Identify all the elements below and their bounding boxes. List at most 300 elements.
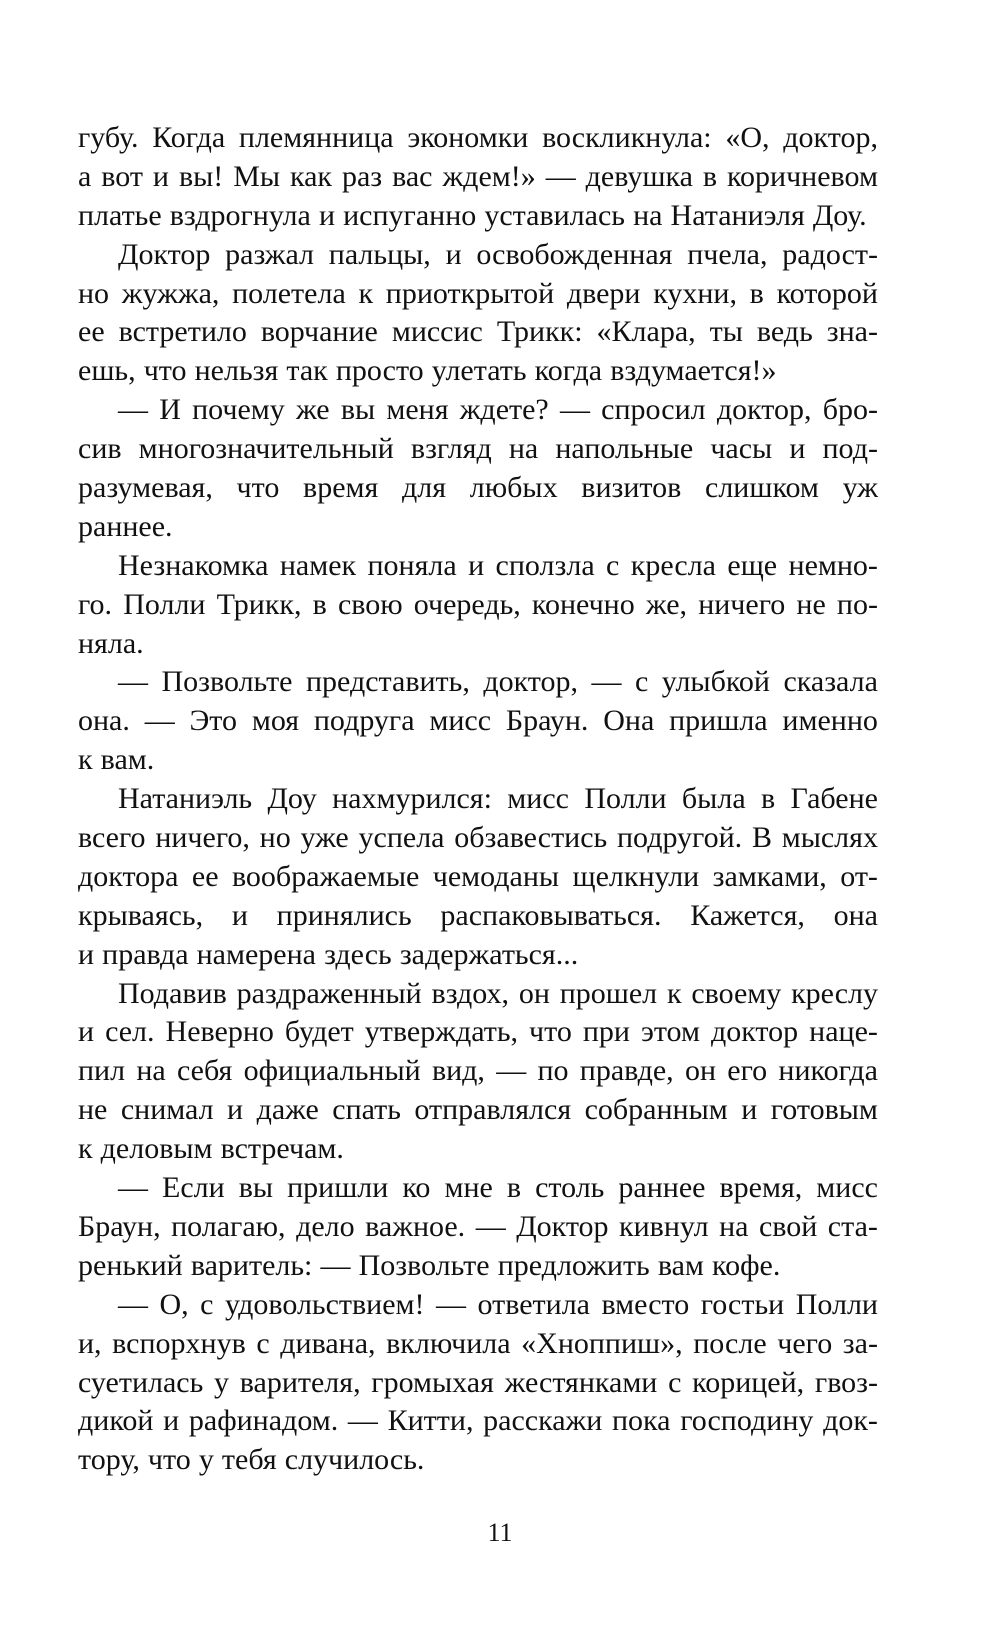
text-line xyxy=(78,430,878,469)
text-line xyxy=(78,547,878,586)
word: Кажется, xyxy=(690,898,805,932)
word: доктора xyxy=(78,859,179,893)
word: она xyxy=(833,898,878,932)
word: — xyxy=(436,1287,467,1321)
word: — xyxy=(118,393,148,427)
word: никогда xyxy=(778,1054,878,1088)
word: уставилась xyxy=(484,198,625,232)
word: платье xyxy=(78,198,162,232)
text-line xyxy=(78,586,878,625)
text-line xyxy=(78,1286,878,1325)
word: Если xyxy=(162,1171,225,1205)
text-line xyxy=(78,1364,878,1403)
word: Китти, xyxy=(387,1404,474,1438)
word: что xyxy=(529,1015,572,1049)
text-line xyxy=(78,741,878,780)
word: ответила xyxy=(477,1287,591,1321)
word: пил xyxy=(78,1054,126,1088)
word: деловым xyxy=(100,1132,213,1166)
word: ждем!» xyxy=(442,159,536,193)
word: часы xyxy=(710,432,773,466)
word: с xyxy=(256,1326,270,1360)
word: спать xyxy=(332,1093,401,1127)
word: не xyxy=(796,587,826,621)
text-line xyxy=(78,936,878,975)
word: прошел xyxy=(559,976,658,1010)
word: крываясь, xyxy=(78,898,204,932)
word: намерена xyxy=(196,937,316,971)
word: приоткрытой xyxy=(385,276,555,310)
word: И xyxy=(159,393,181,427)
word: пришла xyxy=(669,704,768,738)
word: еще xyxy=(727,548,778,582)
word: включила xyxy=(386,1326,511,1360)
word: чего xyxy=(777,1326,833,1360)
word: кресла xyxy=(630,548,716,582)
word: в xyxy=(760,782,776,816)
word: сив xyxy=(78,432,122,466)
word: няла. xyxy=(78,626,144,660)
word: встретило xyxy=(118,315,247,349)
word: с xyxy=(606,548,620,582)
word: подругой. xyxy=(617,821,743,855)
word: ешь, xyxy=(78,354,136,388)
text-line xyxy=(78,391,878,430)
text-line xyxy=(78,1441,878,1480)
word: нельзя xyxy=(194,354,279,388)
text-line xyxy=(78,1130,878,1169)
word: вид, xyxy=(431,1054,485,1088)
word: распаковываться. xyxy=(440,898,662,932)
word: мисс xyxy=(507,782,569,816)
word: дивана, xyxy=(280,1326,376,1360)
word: она. xyxy=(78,704,130,738)
word: сел. xyxy=(105,1015,155,1049)
text-line xyxy=(78,1013,878,1052)
word: собранным xyxy=(584,1093,728,1127)
text-line xyxy=(78,158,878,197)
word: многозначительный xyxy=(138,432,394,466)
word: и xyxy=(231,898,248,932)
word: официальный xyxy=(243,1054,421,1088)
word: воображаемые xyxy=(231,859,420,893)
word: бро- xyxy=(822,393,878,427)
word: губу. xyxy=(78,121,139,154)
word: намек xyxy=(279,548,357,582)
body-text xyxy=(78,119,878,1480)
word: — xyxy=(118,1287,148,1321)
text-line xyxy=(78,975,878,1014)
word: готовым xyxy=(770,1093,878,1127)
word: ворчание xyxy=(260,315,378,349)
word: Доктор xyxy=(516,1209,609,1243)
word: за- xyxy=(842,1326,878,1360)
word: в xyxy=(749,276,764,310)
word: ее xyxy=(191,859,219,893)
word: кивнул xyxy=(619,1209,709,1243)
word: расскажи xyxy=(483,1404,603,1438)
word: визитов xyxy=(581,471,682,505)
word: мыслях xyxy=(781,821,878,855)
text-line xyxy=(78,780,878,819)
word: не xyxy=(78,1093,108,1127)
word: дело xyxy=(296,1209,355,1243)
word: просто xyxy=(335,354,424,388)
word: правда xyxy=(102,937,189,971)
word: варитель: xyxy=(190,1248,313,1282)
word: чемоданы xyxy=(432,859,560,893)
word: — xyxy=(118,665,148,699)
text-line xyxy=(78,1325,878,1364)
word: мисс xyxy=(816,1171,878,1205)
word: в xyxy=(312,587,327,621)
word: вам xyxy=(657,1248,704,1282)
word: полагаю, xyxy=(171,1209,286,1243)
word: и xyxy=(78,1015,95,1049)
word: слишком xyxy=(705,471,819,505)
word: разумевая, xyxy=(78,471,213,505)
word: В xyxy=(751,821,772,855)
word: на xyxy=(633,198,663,232)
word: представить, xyxy=(305,665,470,699)
text-line xyxy=(78,1247,878,1286)
word: — xyxy=(475,1209,506,1243)
text-line xyxy=(78,508,878,547)
word: Браун, xyxy=(78,1209,161,1243)
word: время, xyxy=(719,1171,803,1205)
word: ничего xyxy=(698,587,786,621)
word: ко xyxy=(402,1171,431,1205)
word: господину xyxy=(680,1404,814,1438)
word: что xyxy=(236,471,280,505)
word: воскликнула: xyxy=(542,121,712,154)
word: предложить xyxy=(497,1248,650,1282)
word: правде, xyxy=(579,1054,674,1088)
word: «О, xyxy=(725,121,770,154)
word: ты xyxy=(709,315,743,349)
word: Трикк, xyxy=(216,587,302,621)
word: всего xyxy=(78,821,146,855)
word: гвоз- xyxy=(814,1365,878,1399)
word: свою xyxy=(337,587,403,621)
word: доктор, xyxy=(783,121,878,154)
word: Незнакомка xyxy=(118,548,269,582)
text-line xyxy=(78,1052,878,1091)
word: Неверно xyxy=(165,1015,274,1049)
word: меня xyxy=(386,393,449,427)
word: Полли xyxy=(123,587,206,621)
word: же xyxy=(295,393,330,427)
word: этом xyxy=(640,1015,700,1049)
word: у xyxy=(198,1443,214,1477)
word: жестянками xyxy=(504,1365,658,1399)
word: и xyxy=(789,432,806,466)
word: случилось. xyxy=(284,1443,425,1477)
word: когда xyxy=(534,354,603,388)
word: жужжа, xyxy=(121,276,220,310)
word: девушка xyxy=(585,159,693,193)
word: Позвольте xyxy=(358,1248,490,1282)
word: вспорхнув xyxy=(112,1326,246,1360)
word: которой xyxy=(776,276,878,310)
word: освобожденная xyxy=(476,237,673,271)
word: важное. xyxy=(365,1209,466,1243)
word: го. xyxy=(78,587,113,621)
word: раздраженный xyxy=(236,976,422,1010)
word: ведь xyxy=(756,315,813,349)
word: сказала xyxy=(783,665,878,699)
word: племянница xyxy=(238,121,394,154)
word: громыхая xyxy=(371,1365,494,1399)
word: пришли xyxy=(287,1171,389,1205)
word: его xyxy=(727,1054,768,1088)
word: и xyxy=(741,1093,758,1127)
word: так xyxy=(286,354,328,388)
word: двери xyxy=(566,276,641,310)
word: вам. xyxy=(100,743,155,777)
word: к xyxy=(78,1132,93,1166)
word: Натаниэля xyxy=(670,198,805,232)
word: снимал xyxy=(120,1093,214,1127)
word: Это xyxy=(189,704,238,738)
text-line xyxy=(78,119,878,158)
word: и xyxy=(152,159,169,193)
word: а xyxy=(78,159,92,193)
word: Полли xyxy=(795,1287,878,1321)
word: кухни, xyxy=(653,276,737,310)
word: гостьи xyxy=(700,1287,785,1321)
word: вас xyxy=(392,159,433,193)
word: же, xyxy=(645,587,688,621)
word: с xyxy=(668,1365,682,1399)
word: Доу xyxy=(267,782,317,816)
word: Доктор xyxy=(118,237,211,271)
word: — xyxy=(118,1171,148,1205)
word: своему xyxy=(691,976,782,1010)
word: принялись xyxy=(276,898,412,932)
word: Браун. xyxy=(505,704,589,738)
page-number: 11 xyxy=(487,1518,513,1547)
word: Доу. xyxy=(812,198,867,232)
word: но xyxy=(259,821,291,855)
word: Подавив xyxy=(118,976,227,1010)
word: задержаться... xyxy=(399,937,579,971)
word: вздрогнула xyxy=(169,198,311,232)
word: очередь, xyxy=(413,587,521,621)
word: — xyxy=(545,159,576,193)
word: Мы xyxy=(233,159,281,193)
word: здесь xyxy=(324,937,392,971)
word: время xyxy=(303,471,379,505)
word: удовольствием! xyxy=(225,1287,425,1321)
word: и xyxy=(163,1404,180,1438)
word: свой xyxy=(758,1209,818,1243)
text-line xyxy=(78,1091,878,1130)
word: и xyxy=(468,548,485,582)
word: разжал xyxy=(225,237,315,271)
word: с xyxy=(634,665,649,699)
word: пальцы, xyxy=(328,237,431,271)
word: обзавестись xyxy=(454,821,608,855)
word: что xyxy=(147,1443,191,1477)
word: сползла xyxy=(495,548,595,582)
word: немно- xyxy=(788,548,878,582)
word: себя xyxy=(177,1054,233,1088)
word: корицей, xyxy=(692,1365,805,1399)
word: наце- xyxy=(809,1015,878,1049)
word: отправлялся xyxy=(414,1093,572,1127)
word: вы! xyxy=(178,159,224,193)
word: вместо xyxy=(601,1287,690,1321)
word: подруга xyxy=(313,704,415,738)
word: в xyxy=(702,159,718,193)
word: раз xyxy=(341,159,383,193)
word: встречам. xyxy=(220,1132,344,1166)
word: тору, xyxy=(78,1443,140,1477)
word: на xyxy=(508,432,539,466)
word: моя xyxy=(251,704,300,738)
text-line xyxy=(78,352,878,391)
word: суетилась xyxy=(78,1365,204,1399)
word: как xyxy=(290,159,333,193)
word: улыбкой xyxy=(661,665,770,699)
word: к xyxy=(78,743,93,777)
word: столь xyxy=(535,1171,605,1205)
word: почему xyxy=(192,393,285,427)
word: варителя, xyxy=(239,1365,361,1399)
text-line xyxy=(78,819,878,858)
word: О, xyxy=(159,1287,189,1321)
word: щелкнули xyxy=(572,859,700,893)
word: дикой xyxy=(78,1404,154,1438)
word: вы xyxy=(340,393,376,427)
word: Полли xyxy=(584,782,667,816)
word: — xyxy=(144,704,175,738)
word: «Хноппиш», xyxy=(521,1326,683,1360)
word: пока xyxy=(612,1404,671,1438)
word: раннее. xyxy=(78,509,173,543)
word: по xyxy=(537,1054,569,1088)
word: уж xyxy=(842,471,878,505)
word: по- xyxy=(836,587,878,621)
word: и xyxy=(78,937,95,971)
word: напольные xyxy=(555,432,694,466)
word: нахмурился: xyxy=(332,782,492,816)
word: при xyxy=(582,1015,630,1049)
text-line xyxy=(78,236,878,275)
text-line xyxy=(78,313,878,352)
word: Позвольте xyxy=(161,665,293,699)
word: вы xyxy=(238,1171,274,1205)
word: кофе. xyxy=(712,1248,781,1282)
word: мисс xyxy=(429,704,492,738)
word: — xyxy=(591,665,622,699)
word: взгляд xyxy=(410,432,492,466)
word: для xyxy=(402,471,447,505)
word: поняла xyxy=(367,548,457,582)
text-line xyxy=(78,625,878,664)
word: и xyxy=(227,1093,244,1127)
word: успела xyxy=(358,821,445,855)
text-line xyxy=(78,663,878,702)
word: ничего, xyxy=(155,821,250,855)
word: к xyxy=(358,276,374,310)
word: в xyxy=(506,1171,522,1205)
text-line xyxy=(78,275,878,314)
word: испуганно xyxy=(343,198,477,232)
word: ждете? xyxy=(459,393,549,427)
word: он xyxy=(684,1054,716,1088)
word: на xyxy=(136,1054,166,1088)
text-line xyxy=(78,469,878,508)
word: — xyxy=(496,1054,527,1088)
word: ста- xyxy=(827,1209,878,1243)
word: Когда xyxy=(152,121,226,154)
word: Она xyxy=(603,704,655,738)
word: конечно xyxy=(531,587,635,621)
word: ее xyxy=(78,315,105,349)
word: радост- xyxy=(782,237,878,271)
word: на xyxy=(719,1209,749,1243)
text-line xyxy=(78,1169,878,1208)
word: будет xyxy=(284,1015,354,1049)
word: экономки xyxy=(407,121,529,154)
word: с xyxy=(200,1287,214,1321)
text-line xyxy=(78,1402,878,1441)
word: зна- xyxy=(826,315,878,349)
word: спросил xyxy=(601,393,706,427)
word: Трикк: xyxy=(496,315,583,349)
word: но xyxy=(78,276,110,310)
text-line xyxy=(78,702,878,741)
word: доктор, xyxy=(483,665,578,699)
word: у xyxy=(214,1365,230,1399)
word: миссис xyxy=(391,315,483,349)
word: креслу xyxy=(791,976,878,1010)
word: и xyxy=(445,237,462,271)
word: и, xyxy=(78,1326,102,1360)
text-line xyxy=(78,897,878,936)
word: даже xyxy=(256,1093,319,1127)
word: коричневом xyxy=(726,159,878,193)
word: под- xyxy=(822,432,878,466)
word: была xyxy=(681,782,746,816)
word: док- xyxy=(823,1404,878,1438)
word: утверждать, xyxy=(364,1015,519,1049)
word: — xyxy=(347,1404,378,1438)
word: любых xyxy=(469,471,558,505)
word: что xyxy=(143,354,187,388)
text-line xyxy=(78,197,878,236)
word: он xyxy=(518,976,550,1010)
text-line xyxy=(78,1208,878,1247)
word: вот xyxy=(101,159,143,193)
word: ренький xyxy=(78,1248,183,1282)
word: полетела xyxy=(232,276,346,310)
text-line xyxy=(78,858,878,897)
word: после xyxy=(693,1326,767,1360)
word: Габене xyxy=(790,782,878,816)
word: доктор, xyxy=(716,393,812,427)
word: — xyxy=(320,1248,351,1282)
word: тебя xyxy=(221,1443,277,1477)
word: Натаниэль xyxy=(118,782,253,816)
word: мне xyxy=(444,1171,493,1205)
word: вздох, xyxy=(431,976,510,1010)
word: замками, xyxy=(712,859,827,893)
word: доктор xyxy=(710,1015,799,1049)
word: уже xyxy=(300,821,349,855)
